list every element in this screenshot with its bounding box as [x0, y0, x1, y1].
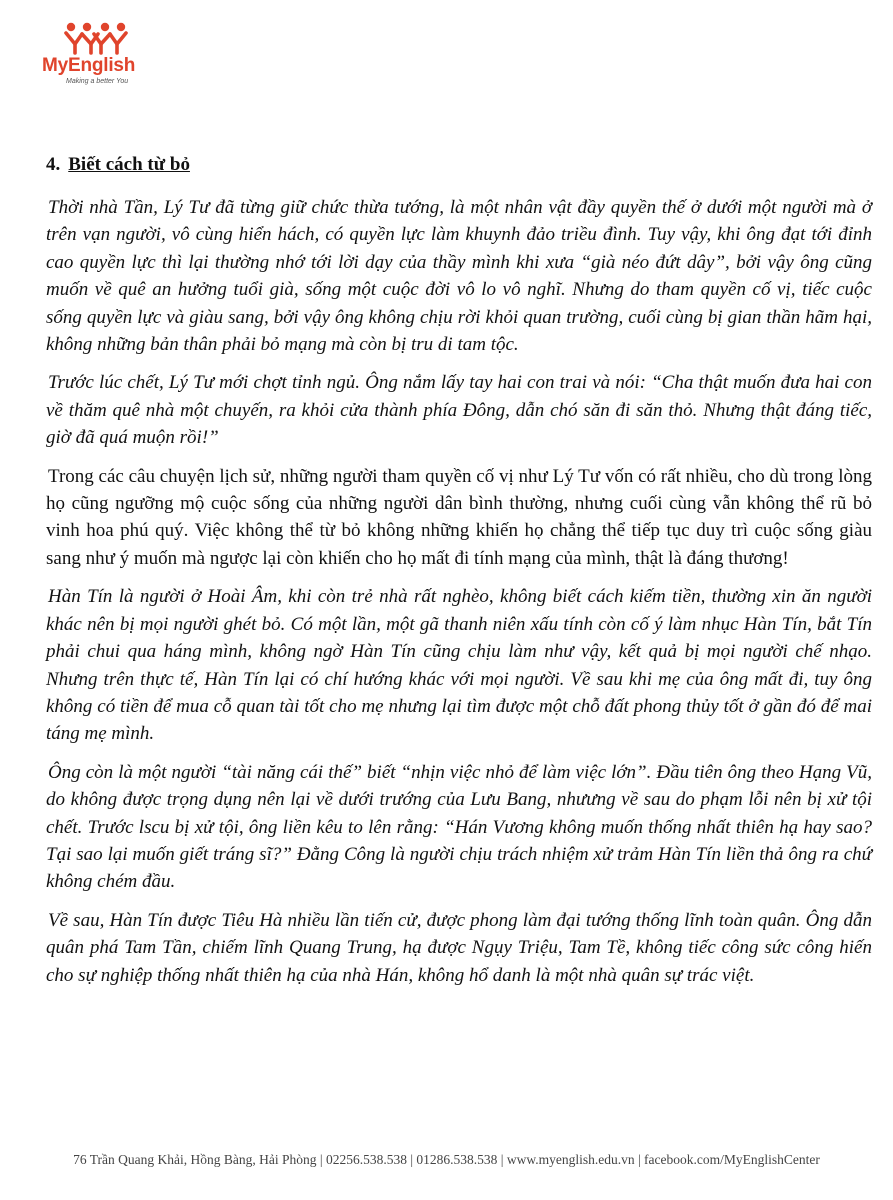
paragraph-2: Trước lúc chết, Lý Tư mới chợt tỉnh ngủ. Ông nắm lấy tay hai con trai và nói: “Cha thật muốn đưa hai con về thăm quê nhà một chuyến, ra khỏi cửa thành phía Đông, dẫn chó săn đi săn thỏ. Nhưng thật đáng tiếc, giờ đã quá muộn rồi!” [46, 372, 872, 449]
paragraph-3: Trong các câu chuyện lịch sử, những người tham quyền cố vị như Lý Tư vốn có rất nhiều, cho dù trong lòng họ cũng ngưỡng mộ cuộc sống của những người dân bình thường, nhưng cuối cùng vẫn không thể rũ bỏ vinh hoa phú quý. Việc không thể từ bỏ không những khiến họ chẳng thể tiếp tục duy trì cuộc sống giàu sang như ý muốn mà ngược lại còn khiến cho họ mất đi tính mạng của mình, thật là đáng thương! [46, 465, 872, 569]
page-footer: 76 Trần Quang Khải, Hồng Bàng, Hải Phòng | 02256.538.538 | 01286.538.538 | www.myenglish.edu.vn | facebook.com/MyEnglishCenter [73, 1152, 820, 1167]
article [46, 150, 872, 1000]
section-heading [46, 150, 872, 180]
paragraph-5: Ông còn là một người “tài năng cái thế” biết “nhịn việc nhỏ để làm việc lớn”. Đầu tiên ông theo Hạng Vũ, do không được trọng dụng nên lại về dưới trướng của Lưu Bang, nhưưng về sau do phạm lỗi nên bị xử tội chết. Trước lscu bị xử tội, ông liền kêu to lên rằng: “Hán Vương không muốn thống nhất thiên hạ hay sao? Tại sao lại muốn giết tráng sĩ?” Đằng Công là người chịu trách nhiệm xử trảm Hàn Tín liền thả ông ra chứ không chém đầu. [46, 761, 872, 893]
paragraph-1: Thời nhà Tần, Lý Tư đã từng giữ chức thừa tướng, là một nhân vật đầy quyền thế ở dưới một người mà ở trên vạn người, vô cùng hiển hách, có quyền lực làm khuynh đảo triều đình. Tuy vậy, khi ông đạt tới đỉnh cao quyền lực thì lại thường nhớ tới lời dạy của thầy mình khi xưa “già néo đứt dây”, bởi vậy ông cũng muốn về quê an hưởng tuổi già, sống một cuộc đời vô lo vô nghĩ. Nhưng do tham quyền cố vị, tiếc cuộc sống quyền lực và giàu sang, bởi vậy ông không chịu rời khỏi quan trường, cuối cùng bị gian thần hãm hại, không những bản thân phải bỏ mạng mà còn bị tru di tam tộc. [46, 197, 872, 356]
logo-name: MyEnglish [42, 55, 136, 76]
paragraph-4: Hàn Tín là người ở Hoài Âm, khi còn trẻ nhà rất nghèo, không biết cách kiếm tiền, thường xin ăn người khác nên bị mọi người ghét bỏ. Có một lần, một gã thanh niên xấu tính còn cố ý làm nhục Hàn Tín, bắt Tín phải chui qua háng mình, không ngờ Hàn Tín cũng chịu làm như vậy, kết quả bị mọi người chế nhạo. Nhưng trên thực tế, Hàn Tín lại có chí hướng khác với mọi người. Về sau khi mẹ của ông mất đi, tuy ông không có tiền để mua cỗ quan tài tốt cho mẹ nhưng lại tìm được một chỗ đất phong thủy tốt ở gần đó để mai táng mẹ mình. [46, 586, 872, 745]
paragraph-6: Về sau, Hàn Tín được Tiêu Hà nhiều lần tiến cử, được phong làm đại tướng thống lĩnh toàn quân. Ông dẫn quân phá Tam Tần, chiếm lĩnh Quang Trung, hạ được Ngụy Triệu, Tam Tề, không tiếc công sức công hiến cho sự nghiệp thống nhất thiên hạ của nhà Hán, không hổ danh là một nhà quân sự trác việt. [46, 909, 872, 986]
logo-tagline: Making a better You [66, 78, 129, 85]
section-title: Biết cách từ bỏ [68, 154, 190, 175]
myenglish-logo [42, 22, 152, 92]
people-logo-icon [64, 22, 128, 56]
section-number: 4. [46, 154, 61, 175]
